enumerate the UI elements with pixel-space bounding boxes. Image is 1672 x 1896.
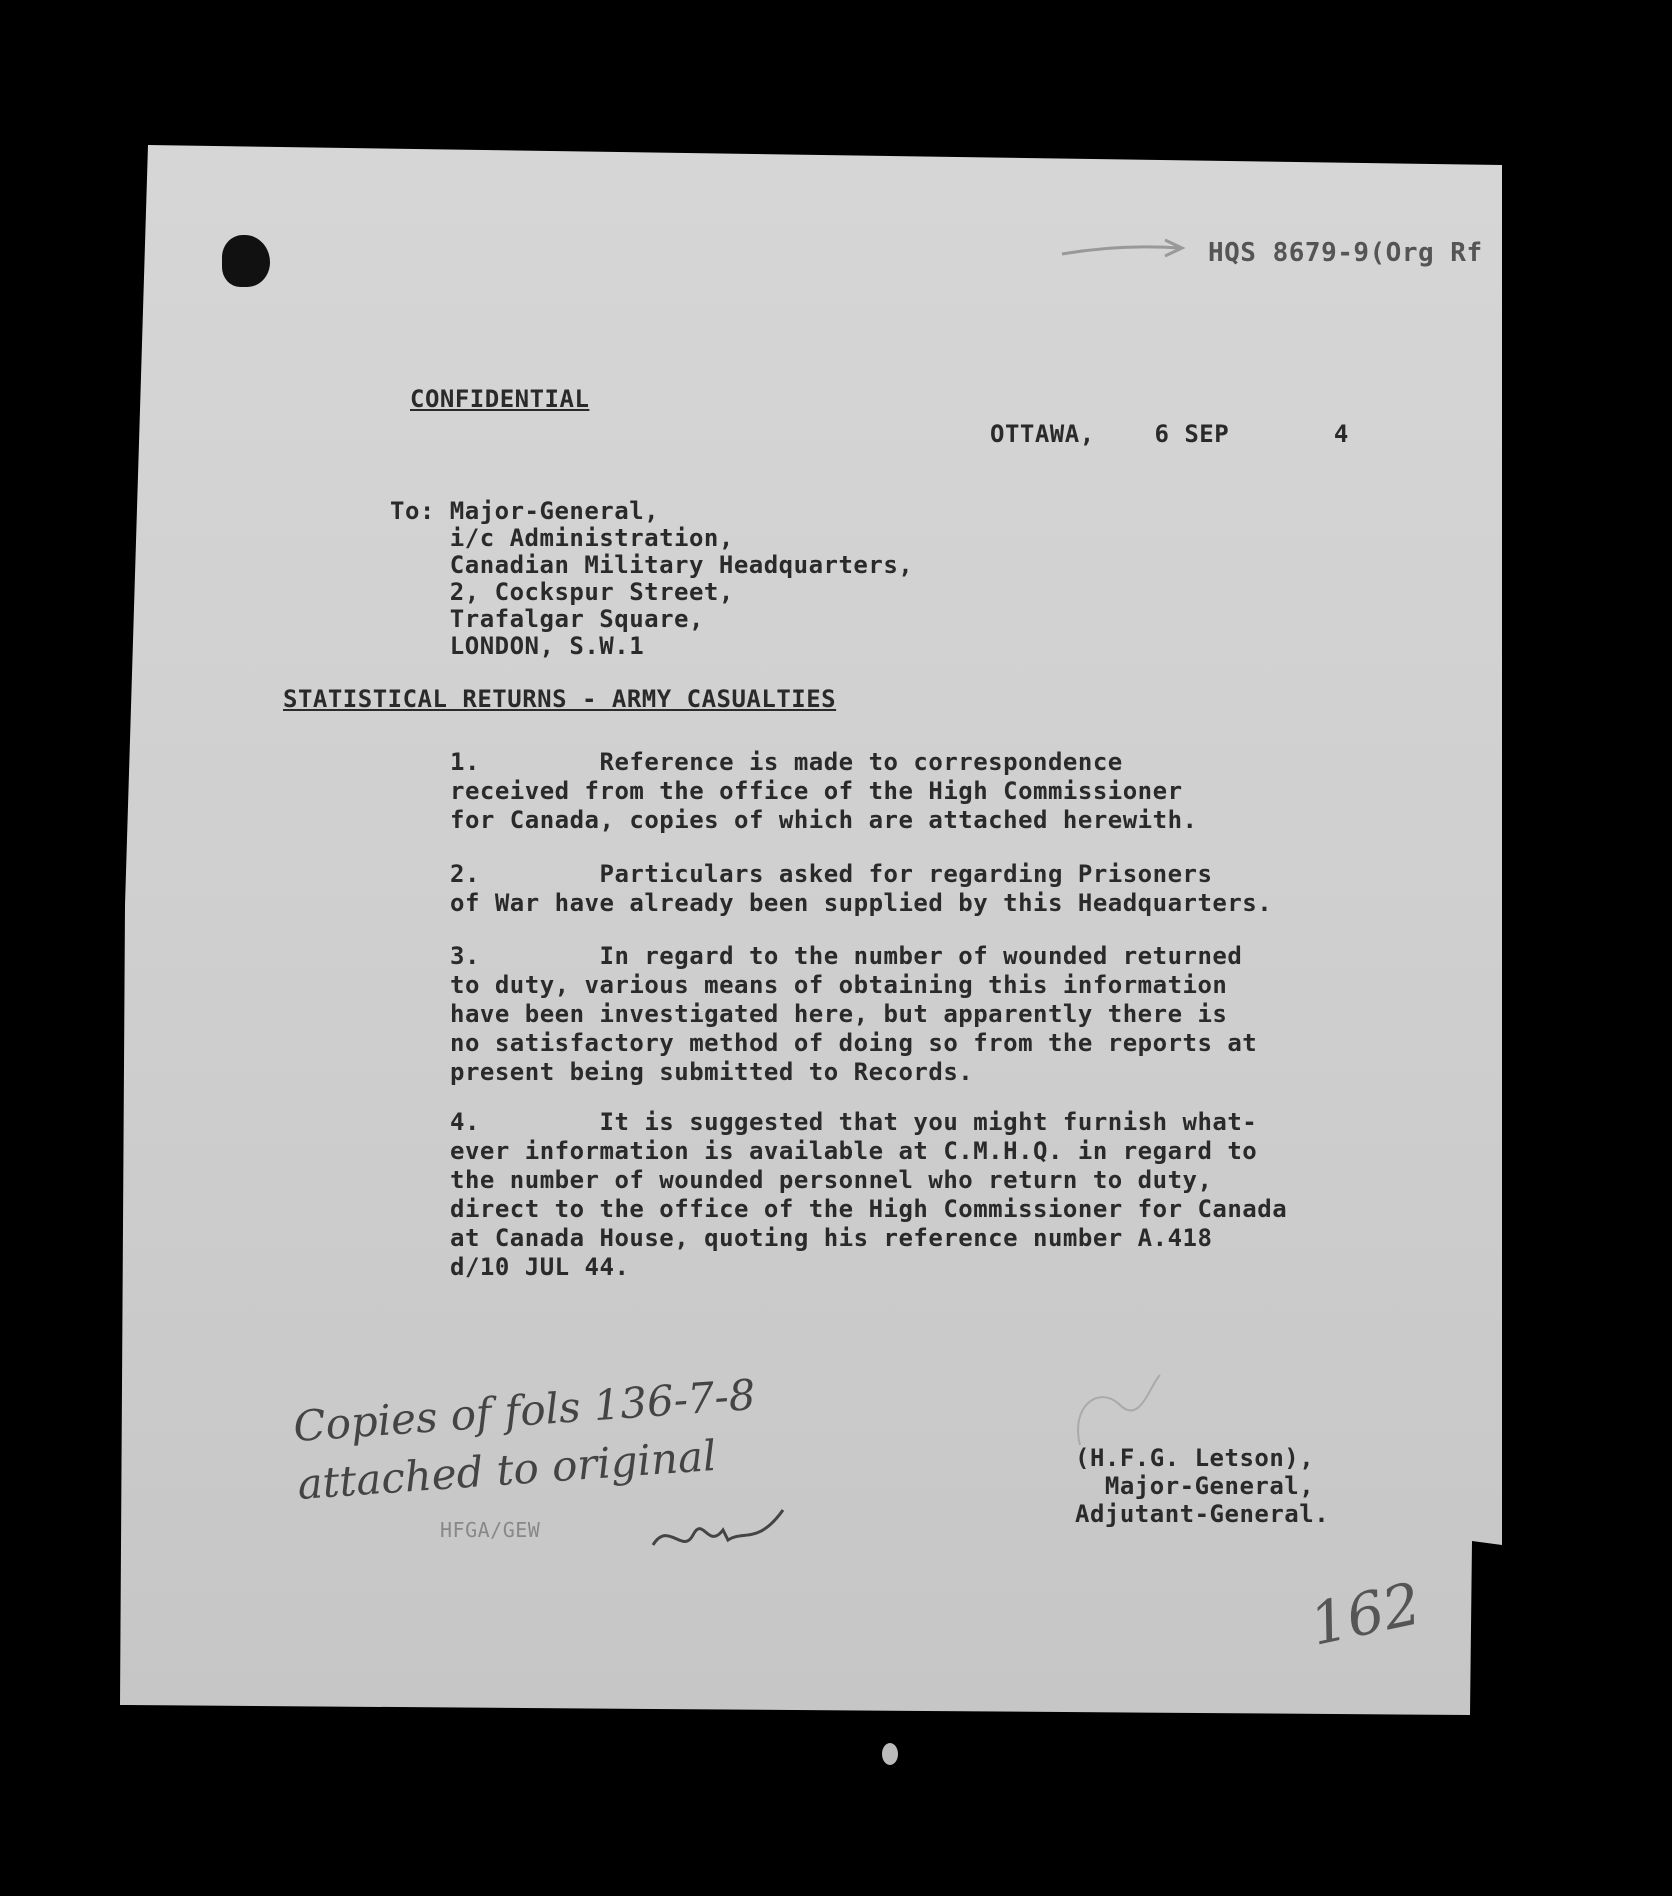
signature-block: (H.F.G. Letson), Major-General, Adjutant-General. [1075, 1444, 1330, 1528]
paragraph-4: 4. It is suggested that you might furnish what- ever information is available at C.M.H.Q. in regard to the number of wounded personnel who return to duty, direct to the office of the High Commissioner for Canada at Canada House, quoting his reference number A.418 d/10 JUL 44. [450, 1108, 1288, 1281]
paragraph-2: 2. Particulars asked for regarding Prisoners of War have already been supplied by this Headquarters. [450, 860, 1273, 917]
handwritten-initials [648, 1500, 788, 1570]
folio-number: 162 [1304, 1569, 1427, 1659]
scan-dust-mark [882, 1743, 898, 1765]
classification-label: CONFIDENTIAL [410, 385, 590, 413]
paragraph-1: 1. Reference is made to correspondence received from the office of the High Commissioner for Canada, copies of which are attached herewith. [450, 748, 1198, 834]
file-reference: HQS 8679-9(Org Rf [1208, 238, 1483, 268]
paragraph-3: 3. In regard to the number of wounded returned to duty, various means of obtaining this information have been investigated here, but apparently there is no satisfactory method of doing so from the reports at present being submitted to Records. [450, 942, 1258, 1086]
subject-line: STATISTICAL RETURNS - ARMY CASUALTIES [283, 685, 837, 713]
recipient-address: To: Major-General, i/c Administration, Canadian Military Headquarters, 2, Cockspur Street, Trafalgar Square, LONDON, S.W.1 [390, 497, 914, 660]
handwritten-note: Copies of fols 136-7-8 attached to original [291, 1369, 757, 1510]
year-fragment: 4 [1333, 420, 1349, 448]
date: 6 SEP [1154, 420, 1230, 448]
typist-reference: HFGA/GEW [440, 1518, 541, 1542]
arrow-icon [1060, 236, 1190, 266]
place: OTTAWA, [990, 420, 1095, 448]
place-and-date [990, 420, 1349, 448]
punch-hole [222, 235, 270, 287]
